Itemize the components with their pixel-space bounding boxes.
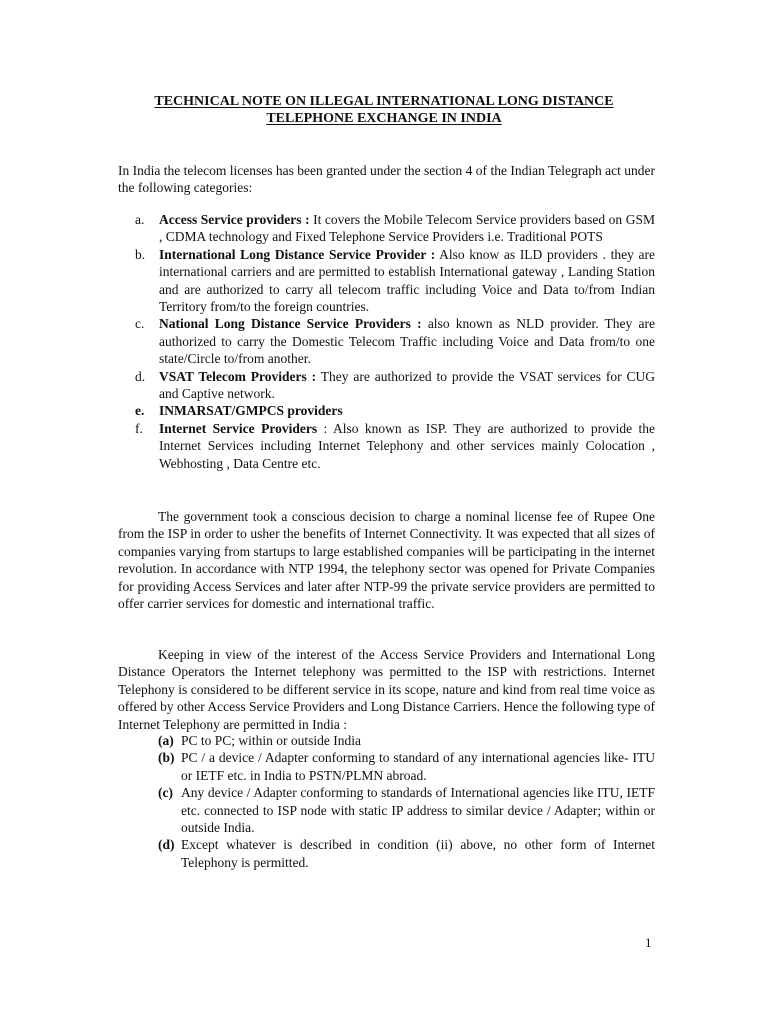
category-heading: VSAT Telecom Providers :: [159, 368, 317, 384]
category-text: It covers the Mobile Telecom Service providers based on GSM , CDMA technology and Fixed Telephone Service Providers i.e. Traditional POTS: [159, 212, 655, 245]
list-marker: (b): [158, 750, 175, 766]
list-marker: (a): [158, 733, 174, 748]
category-heading: International Long Distance Service Provider :: [159, 246, 436, 262]
category-heading: National Long Distance Service Providers :: [159, 316, 422, 332]
title-line-1: TECHNICAL NOTE ON ILLEGAL INTERNATIONAL LONG DISTANCE: [154, 94, 614, 109]
category-text: : Also known as ISP. They are authorized to provide the Internet Services including Internet Telephony and other services mainly Colocation , Webhosting , Data Centre etc.: [159, 420, 655, 471]
type-text: PC to PC; within or outside India: [181, 733, 362, 748]
list-marker: a.: [135, 212, 145, 227]
list-item: [118, 784, 655, 836]
license-categories-list: [118, 211, 655, 472]
document-title: [100, 93, 668, 127]
list-marker: c.: [135, 316, 145, 332]
list-marker: (c): [158, 785, 173, 801]
list-marker: b.: [135, 246, 146, 262]
list-item: [118, 315, 655, 367]
page-number: 1: [645, 935, 652, 950]
body-paragraph-license-fee: The government took a conscious decision to charge a nominal license fee of Rupee One from the ISP in order to usher the benefits of Internet Connectivity. It was expected that all sizes of companies varying from startups to large established companies will be participating in the internet revolution. In accordance with NTP 1994, the telephony sector was opened for Private Companies for providing Access Services and later after NTP-99 the private service providers are permitted to offer carrier services for domestic and international traffic.: [118, 509, 655, 612]
type-text: Except whatever is described in condition (ii) above, no other form of Internet Telephony is permitted.: [181, 837, 655, 870]
category-text: Also know as ILD providers . they are international carriers and are permitted to establish International gateway , Landing Station and are authorized to carry all telecom traffic including Voice and Data to/from Indian Territory from/to the foreign countries.: [159, 246, 655, 315]
list-item: [118, 749, 655, 784]
title-line-2: TELEPHONE EXCHANGE IN INDIA: [266, 111, 502, 126]
telephony-types-list: [118, 732, 655, 871]
list-item: [118, 420, 655, 472]
list-item: [118, 246, 655, 316]
category-heading: INMARSAT/GMPCS providers: [159, 403, 343, 419]
list-item: [118, 402, 655, 419]
list-item: [118, 368, 655, 403]
list-marker: e.: [135, 403, 145, 419]
list-marker: f.: [135, 420, 143, 436]
type-text: PC / a device / Adapter conforming to standard of any international agencies like- ITU or IETF etc. in India to PSTN/PLMN abroad.: [181, 750, 655, 783]
type-text: Any device / Adapter conforming to standards of International agencies like ITU, IETF etc. connected to ISP node with static IP address to similar device / Adapter; within or outside India.: [181, 785, 655, 836]
list-marker: d.: [135, 368, 146, 384]
category-text: also known as NLD provider. They are authorized to carry the Domestic Telecom Traffic including Voice and Data from/to one state/Circle to/from another.: [159, 316, 655, 367]
intro-paragraph: In India the telecom licenses has been granted under the section 4 of the Indian Telegraph act under the following categories:: [118, 163, 655, 196]
category-heading: Internet Service Providers: [159, 420, 318, 436]
body-paragraph-internet-telephony: Keeping in view of the interest of the Access Service Providers and International Long Distance Operators the Internet telephony was permitted to the ISP with restrictions. Internet Telephony is considered to be different service in its scope, nature and kind from real time voice as offered by other Access Service Providers and Long Distance Carriers. Hence the following type of Internet Telephony are permitted in India :: [118, 647, 655, 732]
list-item: [118, 211, 655, 246]
category-text: They are authorized to provide the VSAT services for CUG and Captive network.: [159, 368, 655, 402]
list-marker: (d): [158, 837, 175, 853]
list-item: [118, 732, 655, 749]
category-heading: Access Service providers :: [159, 212, 310, 227]
list-item: [118, 836, 655, 871]
